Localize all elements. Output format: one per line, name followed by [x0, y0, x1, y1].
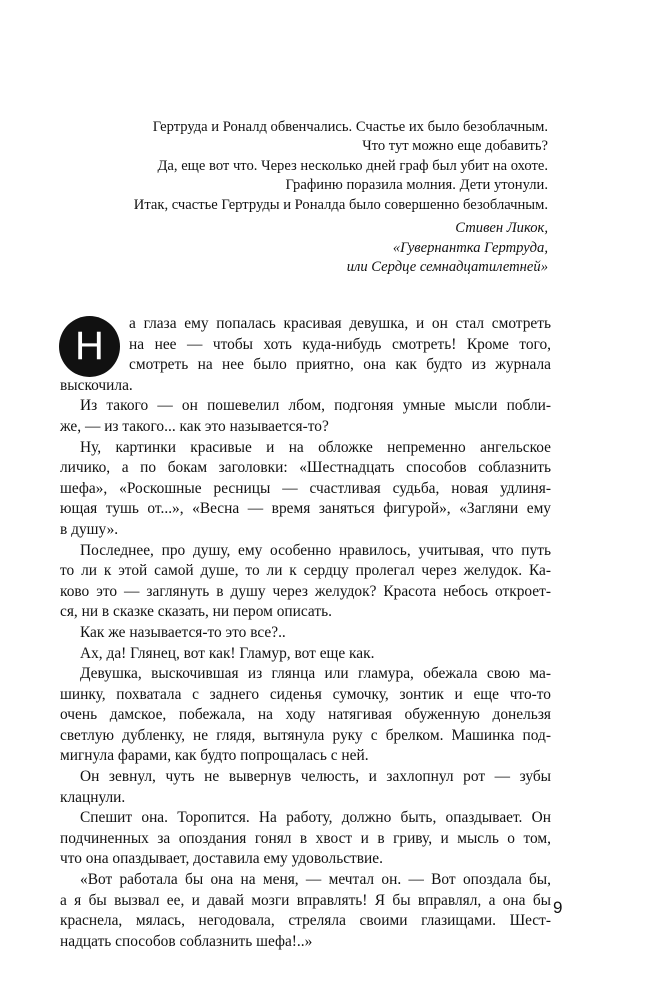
attribution-work-subtitle: или Сердце семнадцатилетней» [346, 259, 548, 276]
chapter-text [60, 314, 551, 952]
page-number: 9 [553, 898, 563, 917]
text-line: краснела, мялась, негодовала, стреляла своими глазищами. Шест- [60, 912, 551, 930]
text-line: то ли к этой самой душе, то ли к сердцу пролегал через желудок. Ка- [60, 562, 551, 580]
paragraph [60, 314, 551, 396]
text-line: Последнее, про душу, ему особенно нравилось, учитывая, что путь [80, 541, 551, 559]
paragraph [60, 870, 551, 952]
epigraph-line: Итак, счастье Гертруды и Роналда было совершенно безоблачным. [133, 196, 548, 213]
text-line: ющая тушь от...», «Весна — время заняться фигурой», «Загляни ему [60, 500, 551, 518]
paragraph [60, 808, 551, 870]
text-line: личико, а по бокам заголовки: «Шестнадцать способов соблазнить [60, 459, 551, 477]
paragraph [60, 541, 551, 623]
text-line: Как же называется-то это все?.. [80, 623, 286, 641]
epigraph-line: Гертруда и Роналд обвенчались. Счастье их было безоблачным. [152, 119, 548, 135]
epigraph-attribution [78, 219, 548, 278]
paragraph [60, 644, 551, 665]
text-line: шинку, похватала с заднего сиденья сумочку, зонтик и еще что-то [60, 685, 551, 703]
text-line: что она опаздывает, доставила ему удовольствие. [60, 850, 383, 868]
text-line: ся, ни в сказке сказать, ни пером описать. [60, 603, 332, 621]
paragraph [60, 664, 551, 767]
text-line: мигнула фарами, как будто попрощалась с ней. [60, 747, 369, 765]
text-line: же, — из такого... как это называется-то? [60, 417, 329, 435]
text-line: Спешит она. Торопится. На работу, должно быть, опаздывает. Он [80, 809, 551, 827]
text-line: Он зевнул, чуть не вывернув челюсть, и захлопнул рот — зубы [80, 768, 551, 786]
paragraph [60, 396, 551, 437]
drop-cap: Н [59, 316, 120, 377]
text-line: подчиненных за опоздания гонял в хвост и в гриву, и мысль о том, [60, 829, 551, 847]
epigraph-line: Да, еще вот что. Через несколько дней граф был убит на охоте. [157, 157, 548, 174]
paragraph [60, 623, 551, 644]
text-line: Из такого — он пошевелил лбом, подгоняя умные мысли побли- [80, 397, 551, 415]
text-line: «Вот работала бы она на меня, — мечтал он. — Вот опоздала бы, [80, 871, 551, 889]
paragraph [60, 438, 551, 541]
text-line: шефа», «Роскошные ресницы — счастливая судьба, новая удлиня- [60, 479, 551, 497]
epigraph [78, 118, 548, 278]
text-line: выскочила. [60, 376, 133, 394]
text-line: Ну, картинки красивые и на обложке непременно ангельское [80, 438, 551, 456]
text-line: на нее — чтобы хоть куда-нибудь смотреть! Кроме того, [129, 335, 551, 353]
text-line: Ах, да! Глянец, вот как! Гламур, вот еще как. [80, 644, 375, 662]
attribution-author: Стивен Ликок, [455, 220, 548, 237]
text-line: очень дамское, побежала, на ходу натягивая обуженную донельзя [60, 706, 551, 724]
text-line: надцать способов соблазнить шефа!..» [60, 932, 313, 950]
attribution-work-title: «Гувернантка Гертруда, [392, 239, 548, 256]
text-line: Девушка, выскочившая из глянца или гламура, обежала свою ма- [80, 665, 551, 683]
text-line: смотреть на нее было приятно, она как будто из журнала [129, 356, 551, 374]
text-line: светлую дубленку, не глядя, вытянула руку с брелком. Машинка под- [60, 726, 551, 744]
text-line: а глаза ему попалась красивая девушка, и он стал смотреть [129, 315, 551, 332]
epigraph-line: Что тут можно еще добавить? [362, 138, 548, 155]
text-line: а я бы вызвал ее, и давай мозги вправлять! Я бы вправлял, а она бы [60, 891, 551, 909]
epigraph-line: Графиню поразила молния. Дети утонули. [285, 177, 548, 194]
paragraph [60, 767, 551, 808]
text-line: клацнули. [60, 788, 126, 806]
text-line: в душу». [60, 520, 119, 538]
text-line: ково это — заглянуть в душу через желудок? Красота небось откроет- [60, 582, 551, 600]
